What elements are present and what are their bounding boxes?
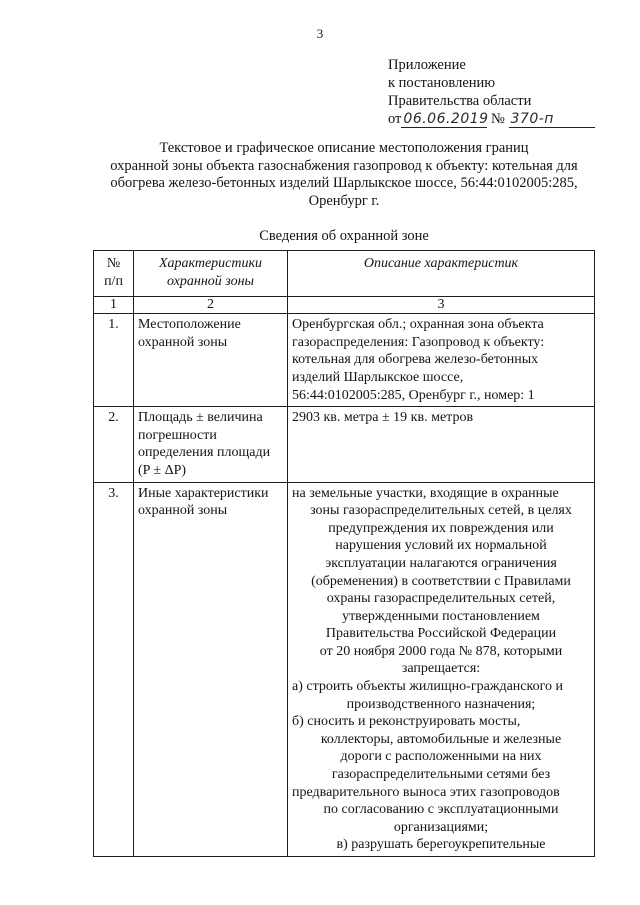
row-description-line: предупреждения их повреждения или — [328, 520, 554, 536]
number-prefix: № — [491, 111, 505, 127]
row-characteristic-line: Площадь ± величина — [138, 410, 263, 426]
index-cell-1: 1 — [94, 297, 134, 314]
index-cell-3: 3 — [288, 297, 595, 314]
handwritten-date: 06.06.2019 — [403, 111, 489, 127]
row-description-line: утвержденными постановлением — [342, 608, 540, 624]
row-characteristic — [134, 407, 288, 482]
table-header-row — [94, 251, 595, 297]
title-line-3: обогрева железо-бетонных изделий Шарлыкское шоссе, 56:44:0102005:285, — [110, 175, 578, 191]
row-description-line: в) разрушать берегоукрепительные — [336, 837, 546, 853]
row-number: 2. — [94, 407, 134, 482]
header-description: Описание характеристик — [288, 251, 595, 297]
row-characteristic-line: (P ± ΔP) — [138, 462, 187, 478]
row-characteristic-line: определения площади — [138, 445, 271, 461]
row-description-line: предварительного выноса этих газопроводов — [292, 784, 560, 800]
table-row-area — [94, 407, 595, 482]
header-characteristics — [134, 251, 288, 297]
row-description-line: газораспределения: Газопровод к объекту: — [292, 334, 545, 350]
row-description-line: а) строить объекты жилищно-гражданского и — [292, 679, 563, 695]
header-characteristics-line-1: Характеристики — [158, 256, 263, 271]
table-row-location — [94, 314, 595, 407]
header-number — [94, 251, 134, 297]
row-description-line: (обременения) в соответствии с Правилами — [311, 573, 571, 589]
title-line-4: Оренбург г. — [308, 192, 380, 209]
header-number-line-1: № — [106, 256, 121, 271]
appendix-line-1: Приложение — [388, 57, 466, 73]
table-row-other — [94, 482, 595, 856]
handwritten-number: 370-п — [509, 111, 595, 128]
title-line-2: охранной зоны объекта газоснабжения газопровод к объекту: котельная для — [110, 157, 578, 174]
header-number-line-2: п/п — [104, 273, 123, 289]
row-description-line: котельная для обогрева железо-бетонных — [292, 352, 539, 368]
row-description-line: газораспределительными сетями без — [331, 767, 551, 783]
row-characteristic-line: Иные характеристики — [138, 485, 269, 501]
row-number: 3. — [94, 482, 134, 856]
row-description-line: Правительства Российской Федерации — [325, 626, 557, 642]
row-description-line: зоны газораспределительных сетей, в целях — [310, 503, 572, 519]
row-description-line: дороги с расположенными на них — [340, 749, 542, 765]
row-description-line: по согласованию с эксплуатационными — [323, 802, 559, 818]
row-description-line: производственного назначения; — [346, 696, 536, 712]
row-characteristic-line: охранной зоны — [138, 503, 228, 519]
appendix-block — [388, 56, 628, 128]
row-description — [288, 482, 595, 856]
appendix-line-3: Правительства области — [388, 93, 532, 109]
row-description-line: от 20 ноября 2000 года № 878, которыми — [319, 643, 563, 659]
row-description-line: изделий Шарлыкское шоссе, — [292, 369, 464, 385]
row-number: 1. — [94, 314, 134, 407]
row-description-line: 2903 кв. метра ± 19 кв. метров — [292, 410, 474, 426]
appendix-line-2: к постановлению — [388, 75, 496, 91]
row-description-line: эксплуатации налагаются ограничения — [325, 555, 557, 571]
row-description — [288, 407, 595, 482]
row-description-line: Оренбургская обл.; охранная зона объекта — [292, 317, 544, 333]
date-prefix: от — [388, 111, 402, 127]
row-description-line: охраны газораспределительных сетей, — [326, 591, 556, 607]
row-characteristic — [134, 482, 288, 856]
table-index-row — [94, 297, 595, 314]
row-characteristic-line: охранной зоны — [138, 334, 228, 350]
header-characteristics-line-2: охранной зоны — [166, 273, 255, 289]
section-subtitle: Сведения об охранной зоне — [259, 228, 429, 244]
appendix-date-line — [388, 110, 628, 128]
row-description-line: запрещается: — [401, 661, 481, 677]
row-description-line: организациями; — [393, 819, 489, 835]
row-description-line: нарушения условий их нормальной — [335, 538, 547, 554]
title-line-1: Текстовое и графическое описание местоположения границ — [159, 140, 529, 156]
row-description-line: 56:44:0102005:285, Оренбург г., номер: 1 — [292, 387, 535, 403]
row-description-line: коллекторы, автомобильные и железные — [320, 731, 562, 747]
row-description-line: на земельные участки, входящие в охранные — [292, 485, 559, 501]
page-number: 3 — [316, 26, 324, 41]
row-characteristic — [134, 314, 288, 407]
row-characteristic-line: погрешности — [138, 427, 217, 443]
index-cell-2: 2 — [134, 297, 288, 314]
row-characteristic-line: Местоположение — [138, 317, 241, 333]
row-description-line: б) сносить и реконструировать мосты, — [292, 714, 521, 730]
protection-zone-table — [93, 250, 595, 857]
document-title — [80, 140, 608, 210]
row-description — [288, 314, 595, 407]
